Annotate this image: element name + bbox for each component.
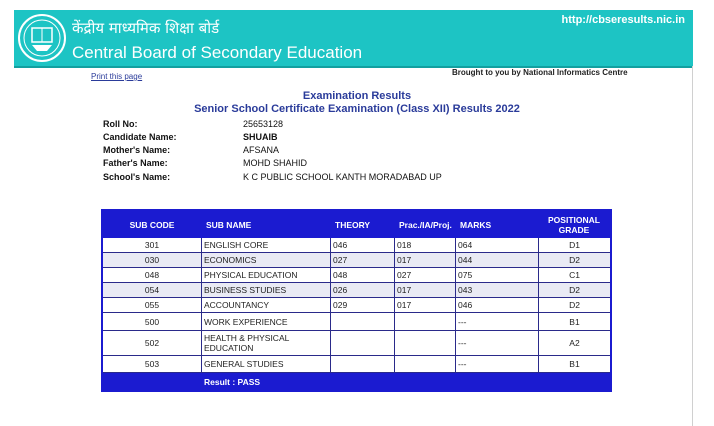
col-header-sub-code: SUB CODE [103,211,202,238]
sub-name-cell: PHYSICAL EDUCATION [202,268,331,283]
theory-cell: 029 [331,298,395,313]
theory-cell [331,331,395,356]
sub-name-cell: BUSINESS STUDIES [202,283,331,298]
header-title-english: Central Board of Secondary Education [72,43,363,62]
sub-code-cell: 500 [103,313,202,331]
col-header-theory: THEORY [331,211,395,238]
mother-name-value: AFSANA [243,145,280,155]
marks-cell: 044 [456,253,539,268]
table-row [103,253,610,268]
table-row [103,298,610,313]
roll-no-label: Roll No: [103,119,138,129]
col-header-practical: Prac./IA/Proj. [395,211,456,238]
grade-cell: C1 [539,268,610,283]
practical-cell: 018 [395,238,456,253]
theory-cell [331,356,395,373]
marks-table [101,209,612,392]
practical-cell: 017 [395,298,456,313]
table-row [103,331,610,356]
marks-cell: --- [456,313,539,331]
sub-code-cell: 054 [103,283,202,298]
sub-code-cell: 503 [103,356,202,373]
theory-cell: 046 [331,238,395,253]
result-status: Result : PASS [103,373,610,390]
grade-cell: D2 [539,253,610,268]
practical-cell [395,356,456,373]
table-row [103,283,610,298]
school-name-label: School's Name: [103,172,171,182]
practical-cell: 027 [395,268,456,283]
page-divider [692,66,693,426]
sub-code-cell: 030 [103,253,202,268]
sub-code-cell: 301 [103,238,202,253]
nic-credit: Brought to you by National Informatics Centre [452,68,628,77]
practical-cell [395,313,456,331]
sub-name-cell: ENGLISH CORE [202,238,331,253]
marks-cell: 046 [456,298,539,313]
school-name-value: K C PUBLIC SCHOOL KANTH MORADABAD UP [243,172,442,182]
table-row [103,313,610,331]
grade-cell: B1 [539,356,610,373]
practical-cell [395,331,456,356]
theory-cell [331,313,395,331]
grade-cell: D2 [539,283,610,298]
sub-name-cell: HEALTH & PHYSICAL EDUCATION [202,331,331,356]
theory-cell: 048 [331,268,395,283]
exam-title: Senior School Certificate Examination (Class XII) Results 2022 [194,103,520,115]
col-header-marks: MARKS [456,211,539,238]
table-row [103,268,610,283]
marks-cell: 075 [456,268,539,283]
col-header-sub-name: SUB NAME [202,211,331,238]
grade-cell: A2 [539,331,610,356]
practical-cell: 017 [395,253,456,268]
roll-no-value: 25653128 [243,119,284,129]
page-title: Examination Results [302,90,412,102]
theory-cell: 027 [331,253,395,268]
site-header [14,10,693,68]
grade-cell: D2 [539,298,610,313]
candidate-name-label: Candidate Name: [103,132,177,142]
mother-name-label: Mother's Name: [103,145,171,155]
grade-cell: B1 [539,313,610,331]
father-name-label: Father's Name: [103,158,168,168]
sub-code-cell: 055 [103,298,202,313]
header-title-hindi: केंद्रीय माध्यमिक शिक्षा बोर्ड [72,19,220,37]
marks-cell: --- [456,356,539,373]
sub-code-cell: 502 [103,331,202,356]
table-row [103,356,610,373]
sub-name-cell: ACCOUNTANCY [202,298,331,313]
practical-cell: 017 [395,283,456,298]
marks-cell: 043 [456,283,539,298]
marks-cell: 064 [456,238,539,253]
col-header-positional-grade: POSITIONAL GRADE [539,211,610,238]
sub-name-cell: WORK EXPERIENCE [202,313,331,331]
marks-cell: --- [456,331,539,356]
print-page-link[interactable]: Print this page [91,72,143,81]
father-name-value: MOHD SHAHID [243,158,308,168]
cbse-emblem-icon [17,13,67,63]
table-row [103,238,610,253]
site-url[interactable]: http://cbseresults.nic.in [561,14,685,26]
sub-code-cell: 048 [103,268,202,283]
candidate-name-value: SHUAIB [243,132,278,142]
sub-name-cell: ECONOMICS [202,253,331,268]
sub-name-cell: GENERAL STUDIES [202,356,331,373]
theory-cell: 026 [331,283,395,298]
grade-cell: D1 [539,238,610,253]
table-header [103,211,610,238]
